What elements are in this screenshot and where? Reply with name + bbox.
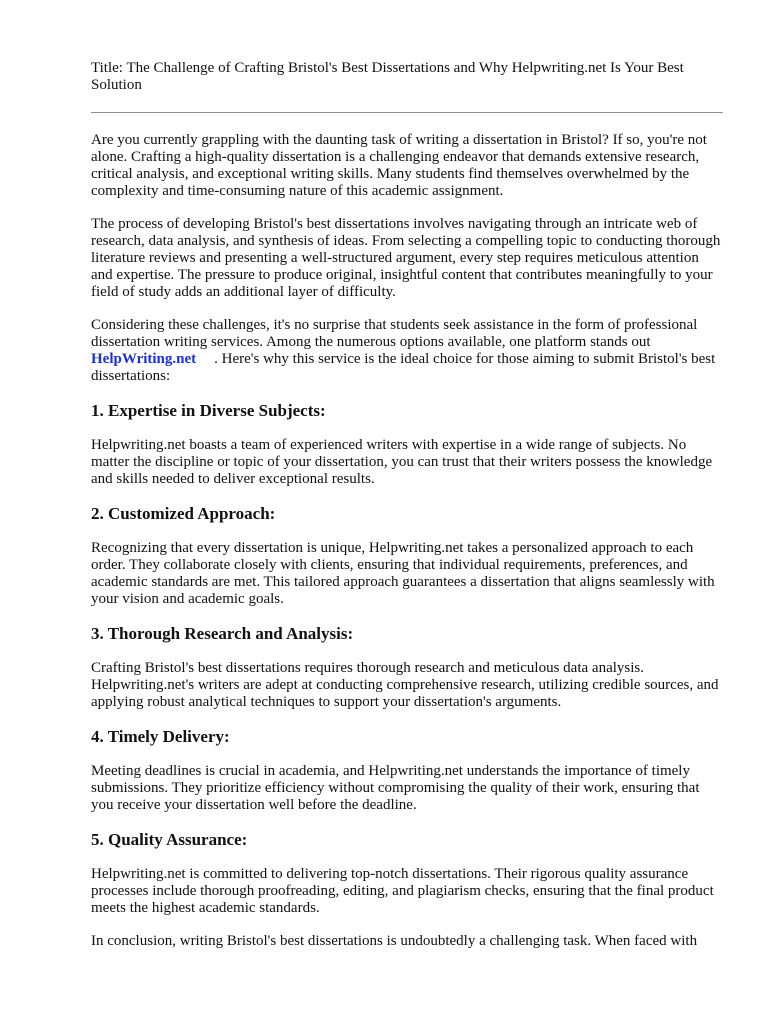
section-heading-customized: 2. Customized Approach:	[91, 504, 276, 523]
section-body-quality: Helpwriting.net is committed to delivering top-notch dissertations. Their rigorous quality assurance processes include thorough proofreading, editing, and plagiarism checks, ensuring that the final product meets the highest academic standards.	[91, 866, 714, 916]
section-body-customized: Recognizing that every dissertation is unique, Helpwriting.net takes a personalized approach to each order. They collaborate closely with clients, ensuring that individual requirements, preferences, and academic standards are met. This tailored approach guarantees a dissertation that aligns seamlessly with your vision and academic goals.	[91, 540, 715, 607]
helpwriting-link[interactable]: HelpWriting.net	[91, 351, 197, 367]
section-body-delivery: Meeting deadlines is crucial in academia, and Helpwriting.net understands the importance of timely submissions. They prioritize efficiency without compromising the quality of their work, ensuring that you receive your dissertation well before the deadline.	[91, 763, 700, 813]
document-page	[91, 60, 723, 966]
intro-paragraph-3	[91, 317, 723, 385]
section-heading-expertise: 1. Expertise in Diverse Subjects:	[91, 401, 326, 420]
intro-paragraph-2: The process of developing Bristol's best dissertations involves navigating through an intricate web of research, data analysis, and synthesis of ideas. From selecting a compelling topic to conducting thorough literature reviews and presenting a well-structured argument, every step requires meticulous attention and expertise. The pressure to produce original, insightful content that contributes meaningfully to your field of study adds an additional layer of difficulty.	[91, 216, 721, 300]
section-body-expertise: Helpwriting.net boasts a team of experienced writers with expertise in a wide range of subjects. No matter the discipline or topic of your dissertation, you can trust that their writers possess the knowledge and skills needed to deliver exceptional results.	[91, 437, 713, 487]
conclusion-paragraph: In conclusion, writing Bristol's best dissertations is undoubtedly a challenging task. When faced with	[91, 933, 698, 949]
document-title: Title: The Challenge of Crafting Bristol's Best Dissertations and Why Helpwriting.net Is Your Best Solution	[91, 60, 684, 93]
section-heading-delivery: 4. Timely Delivery:	[91, 727, 230, 746]
section-body-research: Crafting Bristol's best dissertations requires thorough research and meticulous data analysis. Helpwriting.net's writers are adept at conducting comprehensive research, utilizing credible sources, and applying robust analytical techniques to support your dissertation's arguments.	[91, 660, 719, 710]
intro-paragraph-1: Are you currently grappling with the daunting task of writing a dissertation in Bristol? If so, you're not alone. Crafting a high-quality dissertation is a challenging endeavor that demands extensive research, critical analysis, and exceptional writing skills. Many students find themselves overwhelmed by the complexity and time-consuming nature of this academic assignment.	[91, 132, 707, 199]
section-heading-quality: 5. Quality Assurance:	[91, 830, 248, 849]
title-divider	[91, 112, 723, 113]
intro-paragraph-3-lead: Considering these challenges, it's no surprise that students seek assistance in the form of professional dissertation writing services. Among the numerous options available, one platform stands out	[91, 317, 698, 350]
intro-paragraph-3-tail: . Here's why this service is the ideal choice for those aiming to submit Bristol's best dissertations:	[91, 351, 716, 384]
section-heading-research: 3. Thorough Research and Analysis:	[91, 624, 354, 643]
